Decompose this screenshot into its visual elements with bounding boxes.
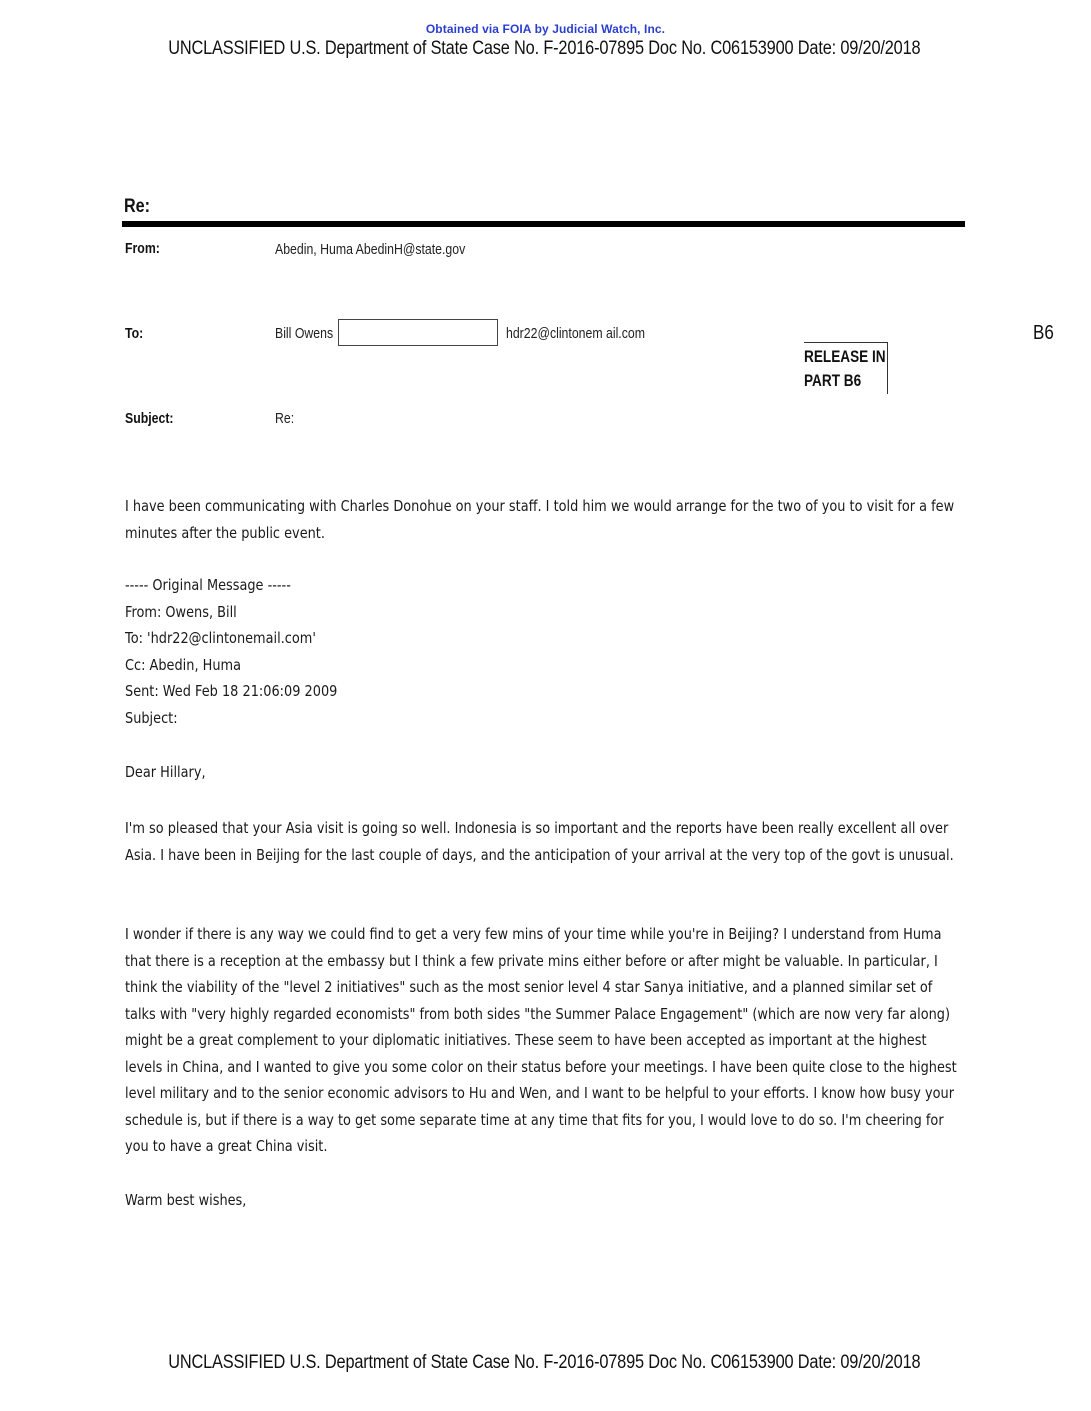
release-stamp-line2: PART B6 xyxy=(804,371,862,390)
original-cc: Cc: Abedin, Huma xyxy=(125,655,242,674)
original-message-separator: ----- Original Message ----- xyxy=(125,576,291,594)
paragraph-2-block xyxy=(125,921,965,1160)
from-label: From: xyxy=(125,240,160,257)
closing-block xyxy=(125,1187,965,1214)
greeting-block xyxy=(125,759,965,786)
classification-header: UNCLASSIFIED U.S. Department of State Case No. F-2016-07895 Doc No. C06153900 Date: 09/20/2018 xyxy=(168,38,921,59)
paragraph-2: I wonder if there is any way we could find to get a very few mins of your time while you're in Beijing? I understand from Huma that there is a reception at the embassy but I think a few private mins either before or after might be valuable. In particular, I think the viability of the "level 2 initiatives" such as the most senior level 4 star Sanya initiative, and a planned similar set of talks with "very highly regarded economists" from both sides "the Summer Palace Engagement" (which are now very far along) might be a great complement to your diplomatic initiatives. These seem to have been accepted as important at the highest levels in China, and I wanted to give you some color on their status before your meetings. I have been quite close to the highest level military and to the senior economic advisors to Hu and Wen, and I want to be helpful to your efforts. I know how busy your schedule is, but if there is a way to get some separate time at any time that fits for you, I would love to do so. I'm cheering for you to have a great China visit. xyxy=(125,925,957,1155)
from-value: Abedin, Huma AbedinH@state.gov xyxy=(275,241,466,258)
reply-body xyxy=(125,493,965,546)
greeting: Dear Hillary, xyxy=(125,763,206,781)
original-to: To: 'hdr22@clintonemail.com' xyxy=(125,629,316,647)
paragraph-1-block xyxy=(125,815,965,868)
email-title: Re: xyxy=(124,196,151,217)
release-stamp-line1: RELEASE IN xyxy=(804,347,886,366)
redaction-box xyxy=(338,319,498,346)
original-sent: Sent: Wed Feb 18 21:06:09 2009 xyxy=(125,682,338,700)
exemption-code: B6 xyxy=(1033,322,1054,344)
original-from: From: Owens, Bill xyxy=(125,602,237,621)
original-subject: Subject: xyxy=(125,708,178,727)
subject-label: Subject: xyxy=(125,410,174,427)
to-email: hdr22@clintonem ail.com xyxy=(506,325,645,342)
original-message-header xyxy=(125,572,372,731)
closing: Warm best wishes, xyxy=(125,1191,247,1209)
to-name: Bill Owens xyxy=(275,325,334,342)
title-divider xyxy=(122,221,965,227)
classification-footer: UNCLASSIFIED U.S. Department of State Case No. F-2016-07895 Doc No. C06153900 Date: 09/20/2018 xyxy=(168,1352,921,1373)
foia-source-note: Obtained via FOIA by Judicial Watch, Inc. xyxy=(425,22,666,36)
release-stamp xyxy=(804,342,888,394)
to-label: To: xyxy=(125,325,144,342)
subject-value: Re: xyxy=(275,410,295,427)
paragraph-1: I'm so pleased that your Asia visit is going so well. Indonesia is so important and the reports have been really excellent all over Asia. I have been in Beijing for the last couple of days, and the anticipation of your arrival at the very top of the govt is unusual. xyxy=(125,819,954,864)
reply-paragraph: I have been communicating with Charles Donohue on your staff. I told him we would arrange for the two of you to visit for a few minutes after the public event. xyxy=(125,497,955,542)
